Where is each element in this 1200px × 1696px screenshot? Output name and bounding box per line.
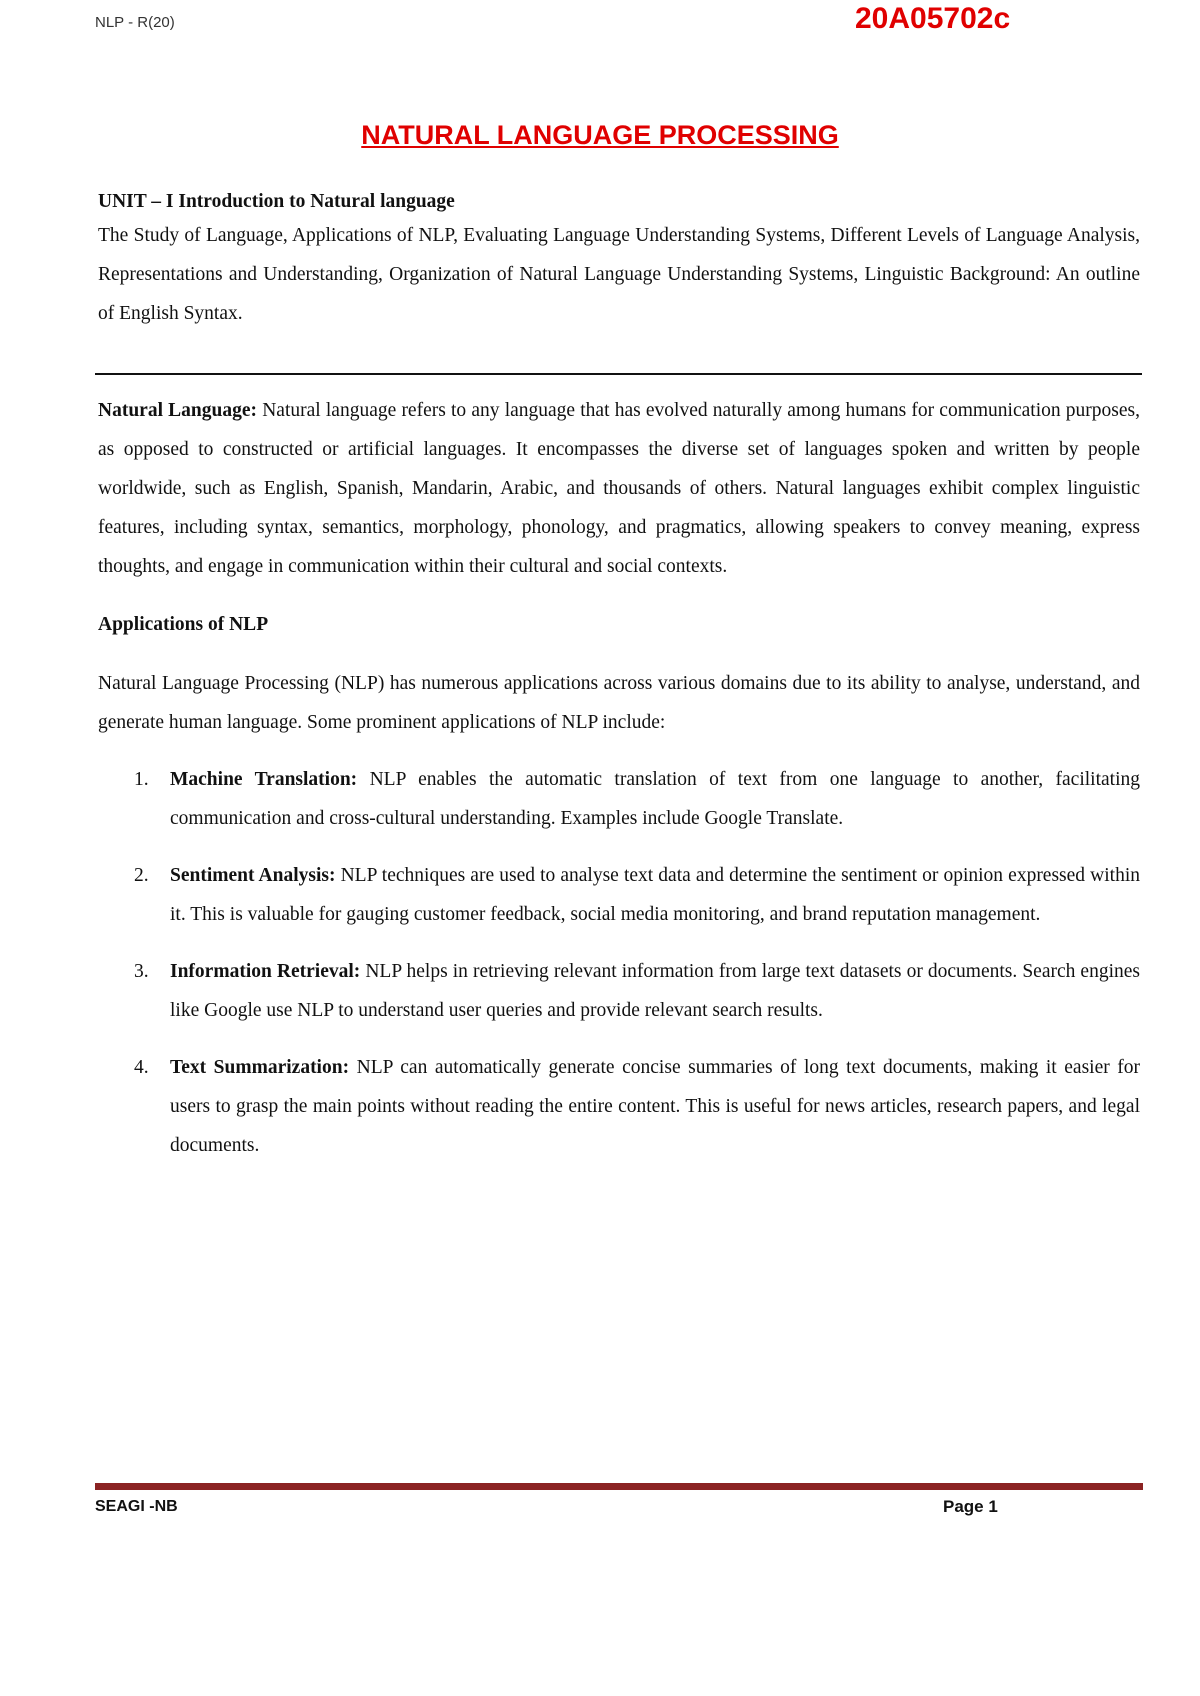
footer-page-number: Page 1 bbox=[943, 1497, 998, 1516]
list-text: NLP techniques are used to analyse text data and determine the sentiment or opinion expressed within it. This is valuable for gauging customer feedback, social media monitoring, and brand reputation management. bbox=[170, 865, 1140, 925]
list-number: 1. bbox=[134, 769, 149, 790]
applications-intro: Natural Language Processing (NLP) has numerous applications across various domains due to its ability to analyse, understand, and generate human language. Some prominent applications of NLP include: bbox=[98, 673, 1140, 733]
unit-section bbox=[98, 188, 1140, 333]
natural-language-paragraph bbox=[98, 391, 1140, 586]
list-text: NLP can automatically generate concise summaries of long text documents, making it easier for users to grasp the main points without reading the entire content. This is useful for news articles, research papers, and legal documents. bbox=[170, 1057, 1141, 1156]
list-term: Information Retrieval: bbox=[170, 961, 361, 982]
list-item bbox=[98, 856, 1140, 934]
header-course-code: NLP - R(20) bbox=[95, 14, 175, 31]
section-divider bbox=[95, 373, 1142, 375]
footer-rule bbox=[95, 1483, 1143, 1490]
list-item bbox=[98, 952, 1140, 1030]
list-number: 4. bbox=[134, 1057, 149, 1078]
list-number: 3. bbox=[134, 961, 149, 982]
unit-topics: The Study of Language, Applications of NLP, Evaluating Language Understanding Systems, Different Levels of Language Analysis, Representations and Understanding, Organization of Natural Language Understanding Systems, Linguistic Background: An outline of English Syntax. bbox=[98, 225, 1140, 324]
list-text: NLP helps in retrieving relevant information from large text datasets or documents. Search engines like Google use NLP to understand user queries and provide relevant search results. bbox=[170, 961, 1141, 1021]
page-title: NATURAL LANGUAGE PROCESSING bbox=[361, 120, 839, 150]
applications-heading: Applications of NLP bbox=[98, 614, 269, 635]
applications-list bbox=[98, 760, 1140, 1165]
list-number: 2. bbox=[134, 865, 149, 886]
footer-author: SEAGI -NB bbox=[95, 1498, 178, 1515]
natural-language-text: Natural language refers to any language that has evolved naturally among humans for communication purposes, as opposed to constructed or artificial languages. It encompasses the diverse set of languages spoken and written by people worldwide, such as English, Spanish, Mandarin, Arabic, and thousands of others. Natural languages exhibit complex linguistic features, including syntax, semantics, morphology, phonology, and pragmatics, allowing speakers to convey meaning, express thoughts, and engage in communication within their cultural and social contexts. bbox=[98, 400, 1140, 577]
natural-language-term: Natural Language: bbox=[98, 400, 258, 421]
main-content bbox=[98, 391, 1140, 1183]
list-text: NLP enables the automatic translation of text from one language to another, facilitating communication and cross-cultural understanding. Examples include Google Translate. bbox=[170, 769, 1140, 829]
list-term: Text Summarization: bbox=[170, 1057, 350, 1078]
list-term: Machine Translation: bbox=[170, 769, 358, 790]
list-item bbox=[98, 1048, 1140, 1165]
list-item bbox=[98, 760, 1140, 838]
list-term: Sentiment Analysis: bbox=[170, 865, 336, 886]
header-subject-code: 20A05702c bbox=[855, 2, 1011, 35]
unit-heading: UNIT – I Introduction to Natural language bbox=[98, 191, 455, 212]
